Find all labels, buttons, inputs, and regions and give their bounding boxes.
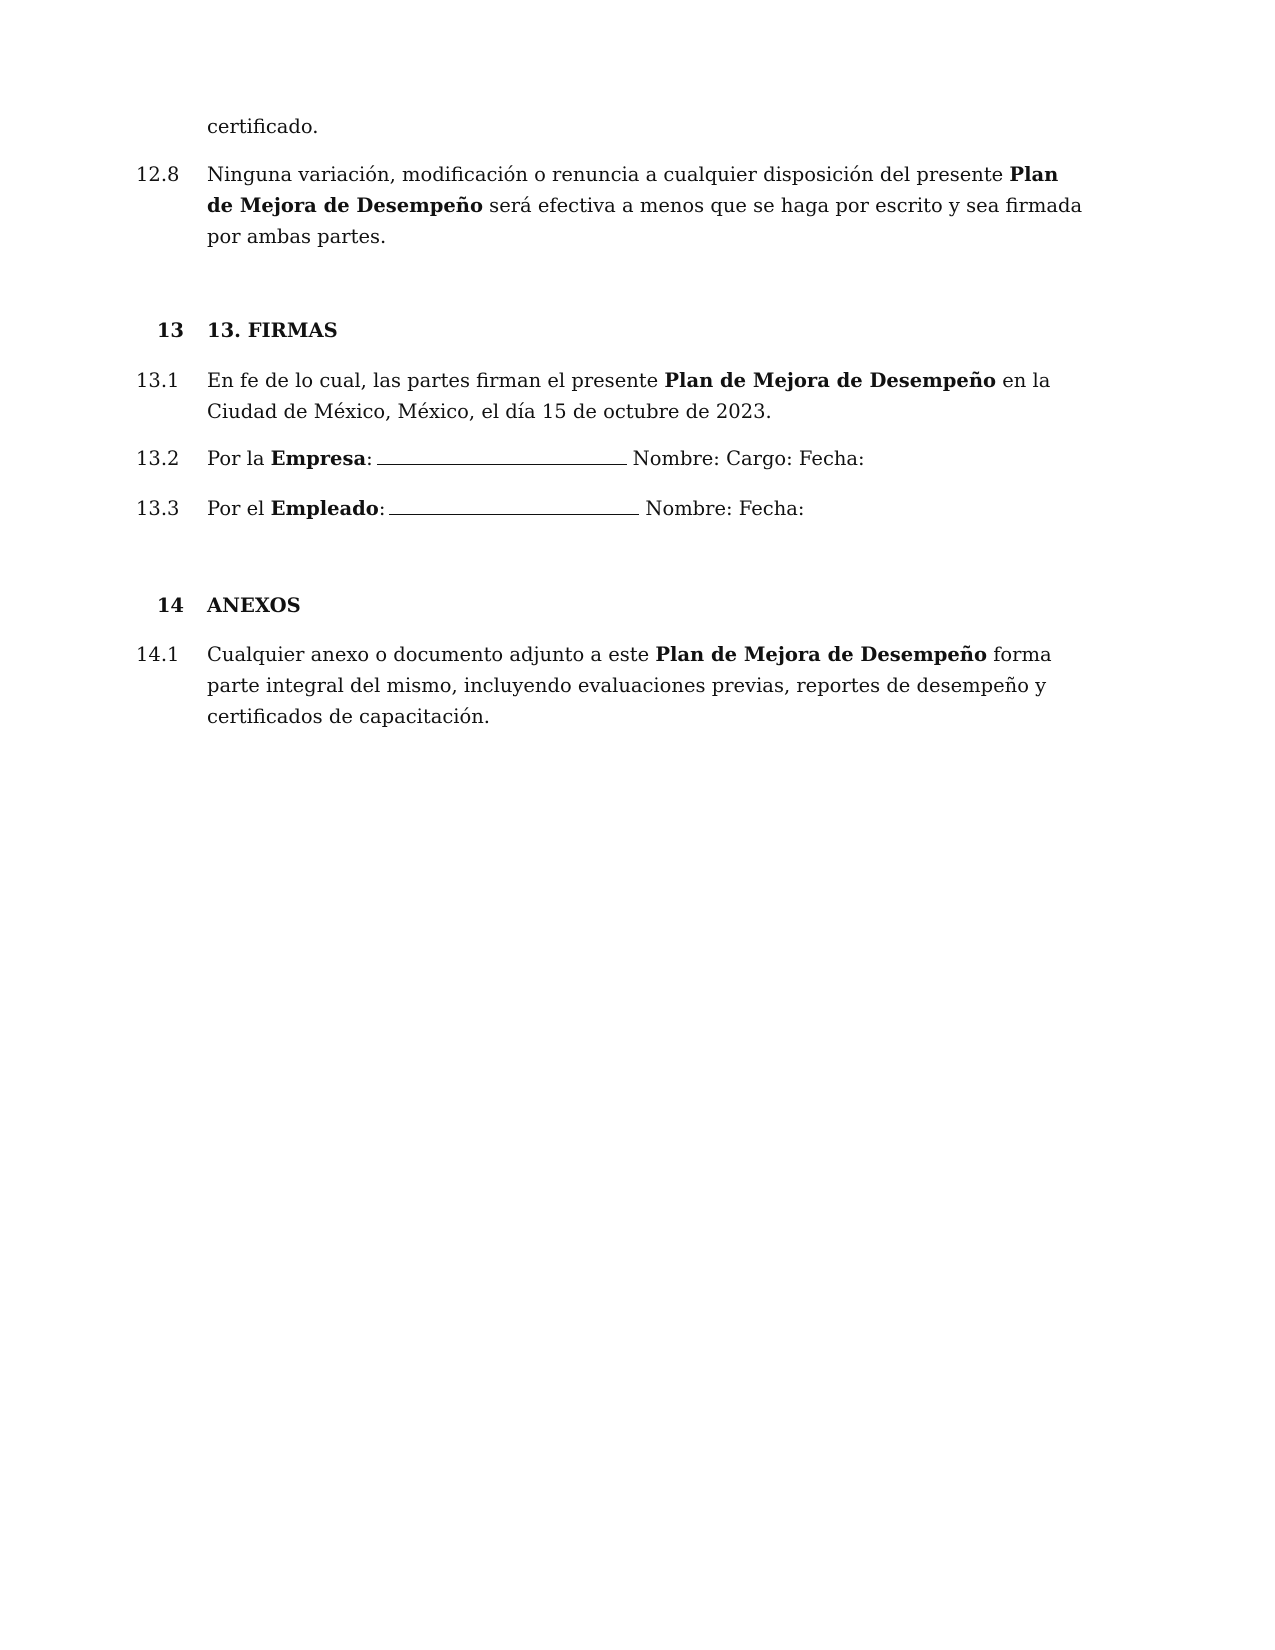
clause-13-3: 13.3 Por el Empleado: Nombre: Fecha: — [136, 493, 1116, 524]
clause-number: 13.1 — [136, 369, 180, 392]
clause-number: 12.8 — [136, 163, 180, 186]
section-heading-13 — [136, 315, 338, 346]
company-signature-line[interactable] — [377, 446, 627, 465]
section-number: 14 — [156, 594, 184, 617]
bold-term: Plan de Mejora de Desempeño — [207, 163, 1059, 217]
bold-term: Plan de Mejora de Desempeño — [655, 643, 987, 666]
employee-signature-line[interactable] — [389, 496, 639, 515]
bold-term: Empleado — [270, 497, 379, 520]
clause-13-2: 13.2 Por la Empresa: Nombre: Cargo: Fecha: — [136, 443, 1116, 474]
bold-term: Plan de Mejora de Desempeño — [664, 369, 997, 392]
section-title: ANEXOS — [207, 594, 301, 617]
clause-number: 13.3 — [136, 497, 180, 520]
clause-14-1: 14.1 Cualquier anexo o documento adjunto a este Plan de Mejora de Desempeño forma parte integral del mismo, incluyendo evaluaciones previas, reportes de desempeño y certificados de capacitación. — [136, 639, 1116, 732]
continuation-text: certificado. — [207, 115, 319, 138]
clause-number: 14.1 — [136, 643, 180, 666]
section-heading-14 — [136, 590, 301, 621]
clause-number: 13.2 — [136, 447, 180, 470]
section-number: 13 — [156, 319, 184, 342]
clause-12-8: 12.8 Ninguna variación, modificación o renuncia a cualquier disposición del presente Plan de Mejora de Desempeño será efectiva a menos que se haga por escrito y sea firmada por ambas partes. — [136, 159, 1116, 252]
clause-13-1: 13.1 En fe de lo cual, las partes firman el presente Plan de Mejora de Desempeño en la Ciudad de México, México, el día 15 de octubre de 2023. — [136, 365, 1116, 427]
section-title: 13. FIRMAS — [207, 319, 338, 342]
bold-term: Empresa — [270, 447, 367, 470]
